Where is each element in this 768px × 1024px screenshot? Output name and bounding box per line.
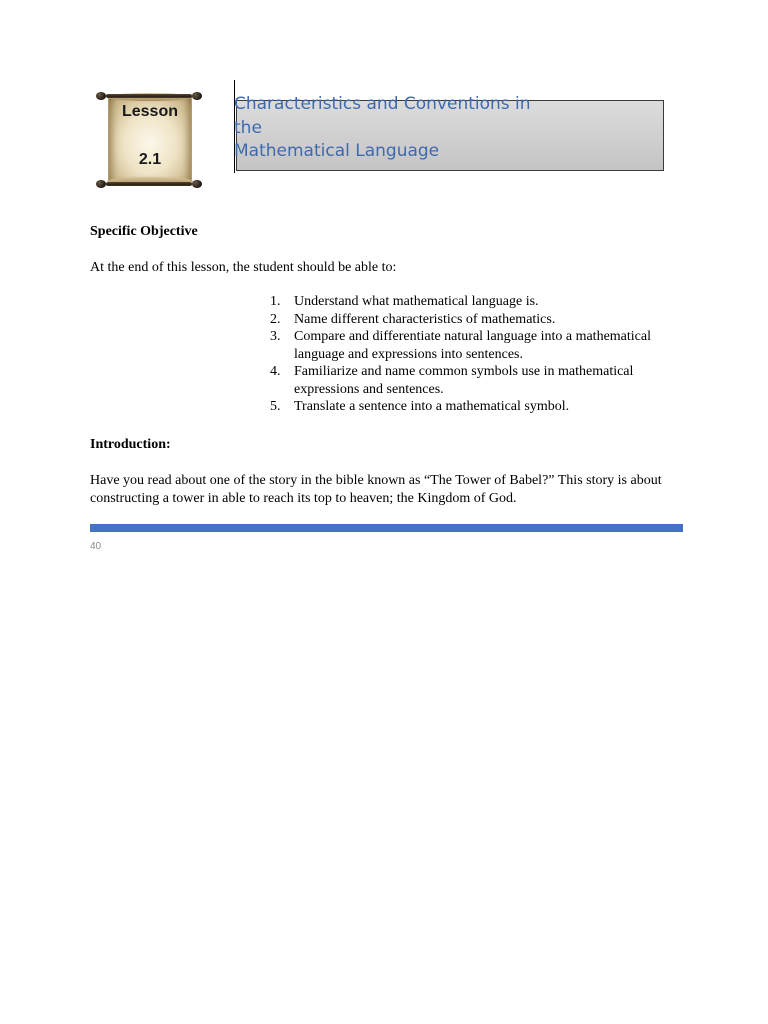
objective-text: Name different characteristics of mathematics.	[294, 311, 556, 327]
objective-item	[266, 311, 666, 329]
objective-item	[266, 293, 666, 311]
lesson-title[interactable]	[234, 93, 564, 164]
scroll-rod-bottom	[96, 180, 202, 188]
objective-item	[266, 328, 666, 363]
objective-text: Understand what mathematical language is.	[294, 294, 539, 309]
lesson-title-line-3: Mathematical Language	[234, 141, 440, 161]
introduction-paragraph: Have you read about one of the story in the bible known as “The Tower of Babel?” This story is about constructing a tower in able to reach its top to heaven; the Kingdom of God.	[90, 473, 662, 506]
objective-number: 3.	[270, 329, 281, 344]
objective-item	[266, 398, 666, 416]
objective-number: 5.	[270, 399, 281, 414]
footer-divider-bar	[90, 524, 683, 532]
objective-item	[266, 363, 666, 398]
objective-text: Compare and differentiate natural language into a mathematical language and expressions into sentences.	[294, 329, 651, 362]
scroll-paper	[108, 96, 192, 182]
page-number: 40	[90, 541, 102, 552]
lesson-label: Lesson	[121, 103, 178, 120]
objective-number: 4.	[270, 364, 281, 379]
objective-number: 1.	[270, 294, 281, 309]
lesson-number: 2.1	[138, 151, 162, 168]
objective-text: Translate a sentence into a mathematical symbol.	[294, 399, 570, 414]
lesson-scroll-badge	[96, 90, 202, 192]
scroll-rod-top	[96, 92, 202, 100]
objective-list	[266, 293, 666, 416]
objective-number: 2.	[270, 311, 281, 327]
lesson-title-line-1: Characteristics and Conventions in	[234, 94, 531, 114]
specific-objective-heading: Specific Objective	[90, 224, 198, 239]
lesson-title-line-2: the	[234, 117, 262, 138]
objective-intro: At the end of this lesson, the student should be able to:	[90, 260, 397, 275]
introduction-heading: Introduction:	[90, 437, 171, 452]
objective-text: Familiarize and name common symbols use in mathematical expressions and sentences.	[294, 364, 634, 397]
